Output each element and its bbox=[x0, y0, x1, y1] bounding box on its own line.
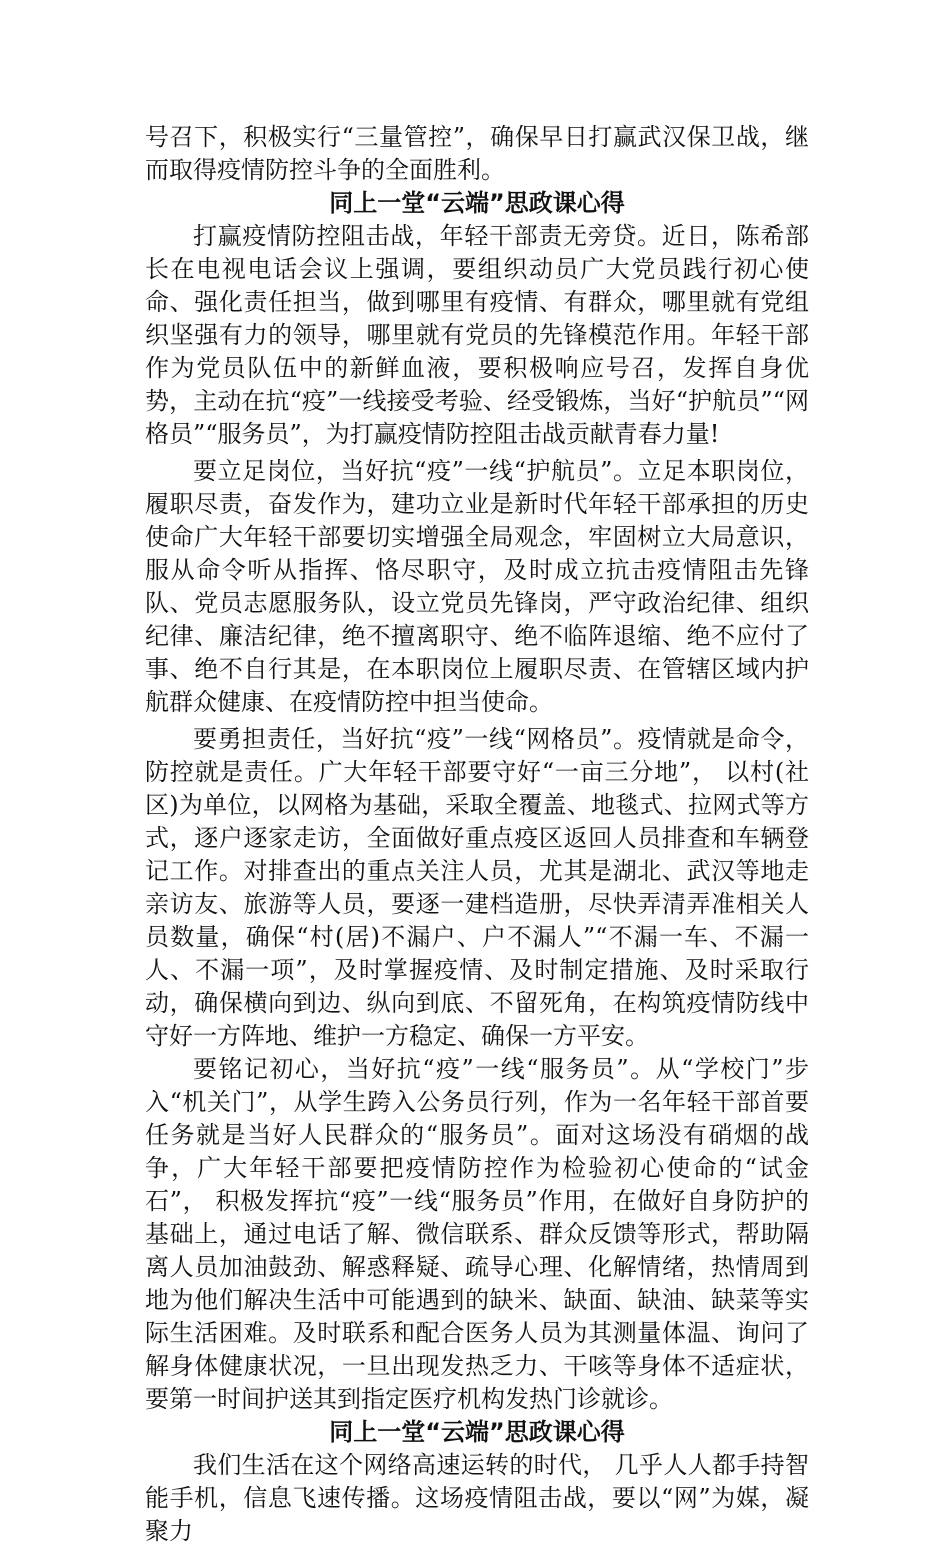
section-heading-1: 同上一堂“云端”思政课心得 bbox=[329, 189, 625, 217]
paragraph-grid-member: 要勇担责任，当好抗“疫”一线“网格员”。疫情就是命令，防控就是责任。广大年轻干部要守好“一亩三分地”， 以村(社区)为单位，以网格为基础，采取全覆盖、地毯式、拉网式等方式，逐户逐家走访，全面做好重点疫区返回人员排查和车辆登记工作。对排查出的重点关注人员，尤其是湖北、武汉等地走亲访友、旅游等人员，要逐一建档造册，尽快弄清弄准相关人员数量，确保“村(居)不漏户、户不漏人”“不漏一车、不漏一人、不漏一项”，及时掌握疫情、及时制定措施、及时采取行动，确保横向到边、纵向到底、不留死角，在构筑疫情防线中守好一方阵地、维护一方稳定、确保一方平安。 bbox=[145, 725, 809, 1050]
paragraph-service-member: 要铭记初心，当好抗“疫”一线“服务员”。从“学校门”步入“机关门”，从学生跨入公务员行列，作为一名年轻干部首要任务就是当好人民群众的“服务员”。面对这场没有硝烟的战争，广大年轻干部要把疫情防控作为检验初心使命的“试金石”， 积极发挥抗“疫”一线“服务员”作用，在做好自身防护的基础上，通过电话了解、微信联系、群众反馈等形式，帮助隔离人员加油鼓劲、解惑释疑、疏导心理、化解情绪，热情周到地为他们解决生活中可能遇到的缺米、缺面、缺油、缺菜等实际生活困难。及时联系和配合医务人员为其测量体温、询问了解身体健康状况，一旦出现发热乏力、干咳等身体不适症状，要第一时间护送其到指定医疗机构发热门诊就诊。 bbox=[145, 1055, 809, 1413]
paragraph-network: 我们生活在这个网络高速运转的时代， 几乎人人都手持智能手机，信息飞速传播。这场疫情阻击战，要以“网”为媒，凝聚力 bbox=[145, 1451, 809, 1545]
section-heading-2: 同上一堂“云端”思政课心得 bbox=[329, 1418, 625, 1446]
paragraph-young-cadres: 打赢疫情防控阻击战，年轻干部责无旁贷。近日，陈希部长在电视电话会议上强调，要组织动员广大党员践行初心使命、强化责任担当，做到哪里有疫情、有群众，哪里就有党组织坚强有力的领导，哪里就有党员的先锋模范作用。年轻干部作为党员队伍中的新鲜血液，要积极响应号召，发挥自身优势，主动在抗“疫”一线接受考验、经受锻炼，当好“护航员”“网格员”“服务员”，为打赢疫情防控阻击战贡献青春力量! bbox=[145, 222, 809, 448]
document-body bbox=[145, 121, 809, 1548]
paragraph-intro-continuation: 号召下，积极实行“三量管控”，确保早日打赢武汉保卫战，继而取得疫情防控斗争的全面胜利。 bbox=[145, 123, 809, 184]
paragraph-escort: 要立足岗位，当好抗“疫”一线“护航员”。立足本职岗位，履职尽责，奋发作为，建功立业是新时代年轻干部承担的历史使命广大年轻干部要切实增强全局观念，牢固树立大局意识，服从命令听从指挥、恪尽职守，及时成立抗击疫情阻击先锋队、党员志愿服务队，设立党员先锋岗，严守政治纪律、组织纪律、廉洁纪律，绝不擅离职守、绝不临阵退缩、绝不应付了事、绝不自行其是，在本职岗位上履职尽责、在管辖区域内护航群众健康、在疫情防控中担当使命。 bbox=[145, 457, 809, 716]
